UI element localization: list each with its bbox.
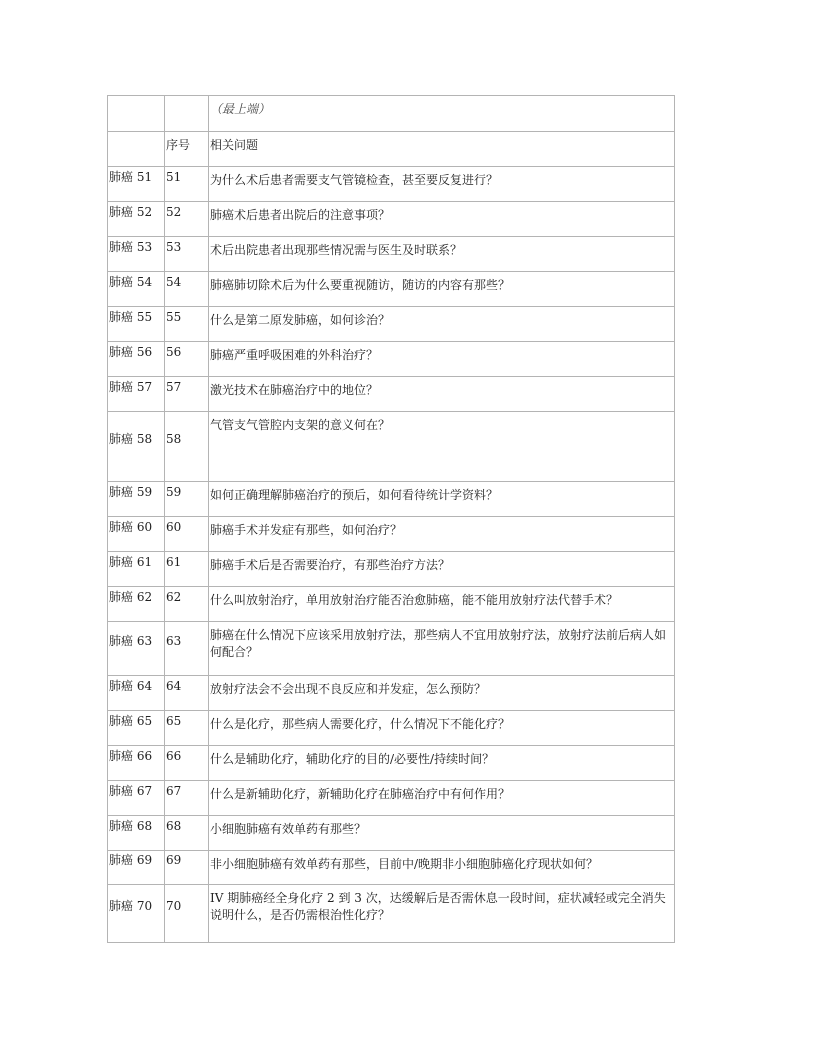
table-row [108,851,675,885]
row-id: 肺癌 60 [108,517,165,552]
row-seq: 51 [165,167,209,202]
row-id: 肺癌 61 [108,552,165,587]
row-question: 非小细胞肺癌有效单药有那些，目前中/晚期非小细胞肺癌化疗现状如何？ [209,851,675,885]
row-question: IV 期肺癌经全身化疗 2 到 3 次，达缓解后是否需休息一段时间，症状减轻或完全消失说明什么，是否仍需根治性化疗？ [209,885,675,943]
question-table [107,95,675,943]
row-question: 小细胞肺癌有效单药有那些？ [209,816,675,851]
row-seq: 67 [165,781,209,816]
row-seq: 58 [165,412,209,482]
table-row [108,272,675,307]
table-row [108,552,675,587]
row-id: 肺癌 68 [108,816,165,851]
table-row [108,885,675,943]
row-seq: 59 [165,482,209,517]
row-id: 肺癌 54 [108,272,165,307]
row-id: 肺癌 53 [108,237,165,272]
row-question: 肺癌术后患者出院后的注意事项？ [209,202,675,237]
table-row [108,377,675,412]
row-seq: 57 [165,377,209,412]
row-id: 肺癌 55 [108,307,165,342]
row-id: 肺癌 70 [108,885,165,943]
table-row [108,307,675,342]
empty-cell [108,96,165,132]
table-row [108,167,675,202]
table-row [108,816,675,851]
row-seq: 64 [165,676,209,711]
row-question: 什么是化疗，那些病人需要化疗，什么情况下不能化疗？ [209,711,675,746]
row-question: 什么叫放射治疗，单用放射治疗能否治愈肺癌，能不能用放射疗法代替手术？ [209,587,675,622]
empty-cell [165,96,209,132]
row-id: 肺癌 67 [108,781,165,816]
row-id: 肺癌 66 [108,746,165,781]
table-row [108,202,675,237]
row-id: 肺癌 63 [108,622,165,676]
row-question: 什么是新辅助化疗，新辅助化疗在肺癌治疗中有何作用？ [209,781,675,816]
row-seq: 54 [165,272,209,307]
table-row [108,412,675,482]
table-row [108,711,675,746]
row-question: 肺癌严重呼吸困难的外科治疗？ [209,342,675,377]
empty-cell [108,132,165,167]
row-id: 肺癌 59 [108,482,165,517]
row-seq: 70 [165,885,209,943]
row-question: 如何正确理解肺癌治疗的预后，如何看待统计学资料？ [209,482,675,517]
table-row [108,587,675,622]
row-id: 肺癌 56 [108,342,165,377]
row-id: 肺癌 69 [108,851,165,885]
row-seq: 63 [165,622,209,676]
row-seq: 61 [165,552,209,587]
row-question: 激光技术在肺癌治疗中的地位？ [209,377,675,412]
row-id: 肺癌 57 [108,377,165,412]
top-row [108,96,675,132]
row-question: 什么是第二原发肺癌，如何诊治？ [209,307,675,342]
table-row [108,622,675,676]
table-row [108,781,675,816]
row-id: 肺癌 64 [108,676,165,711]
table-row [108,237,675,272]
row-seq: 66 [165,746,209,781]
table-row [108,342,675,377]
row-question: 放射疗法会不会出现不良反应和并发症，怎么预防？ [209,676,675,711]
row-seq: 52 [165,202,209,237]
row-seq: 62 [165,587,209,622]
table-row [108,676,675,711]
table-row [108,517,675,552]
row-question: 为什么术后患者需要支气管镜检查，甚至要反复进行？ [209,167,675,202]
row-seq: 68 [165,816,209,851]
row-id: 肺癌 58 [108,412,165,482]
row-question: 肺癌肺切除术后为什么要重视随访，随访的内容有那些？ [209,272,675,307]
row-seq: 56 [165,342,209,377]
row-question: 什么是辅助化疗，辅助化疗的目的/必要性/持续时间？ [209,746,675,781]
row-id: 肺癌 65 [108,711,165,746]
row-question: 术后出院患者出现那些情况需与医生及时联系？ [209,237,675,272]
row-seq: 69 [165,851,209,885]
table-row [108,482,675,517]
row-seq: 60 [165,517,209,552]
header-row [108,132,675,167]
row-seq: 55 [165,307,209,342]
row-question: 肺癌手术后是否需要治疗，有那些治疗方法？ [209,552,675,587]
row-question: 肺癌手术并发症有那些，如何治疗？ [209,517,675,552]
row-id: 肺癌 62 [108,587,165,622]
row-seq: 53 [165,237,209,272]
row-question: 气管支气管腔内支架的意义何在？ [209,412,675,482]
row-seq: 65 [165,711,209,746]
header-question: 相关问题 [209,132,675,167]
row-question: 肺癌在什么情况下应该采用放射疗法，那些病人不宜用放射疗法，放射疗法前后病人如何配合？ [209,622,675,676]
table-row [108,746,675,781]
header-seq: 序号 [165,132,209,167]
row-id: 肺癌 52 [108,202,165,237]
row-id: 肺癌 51 [108,167,165,202]
top-label: （最上端） [209,96,675,132]
